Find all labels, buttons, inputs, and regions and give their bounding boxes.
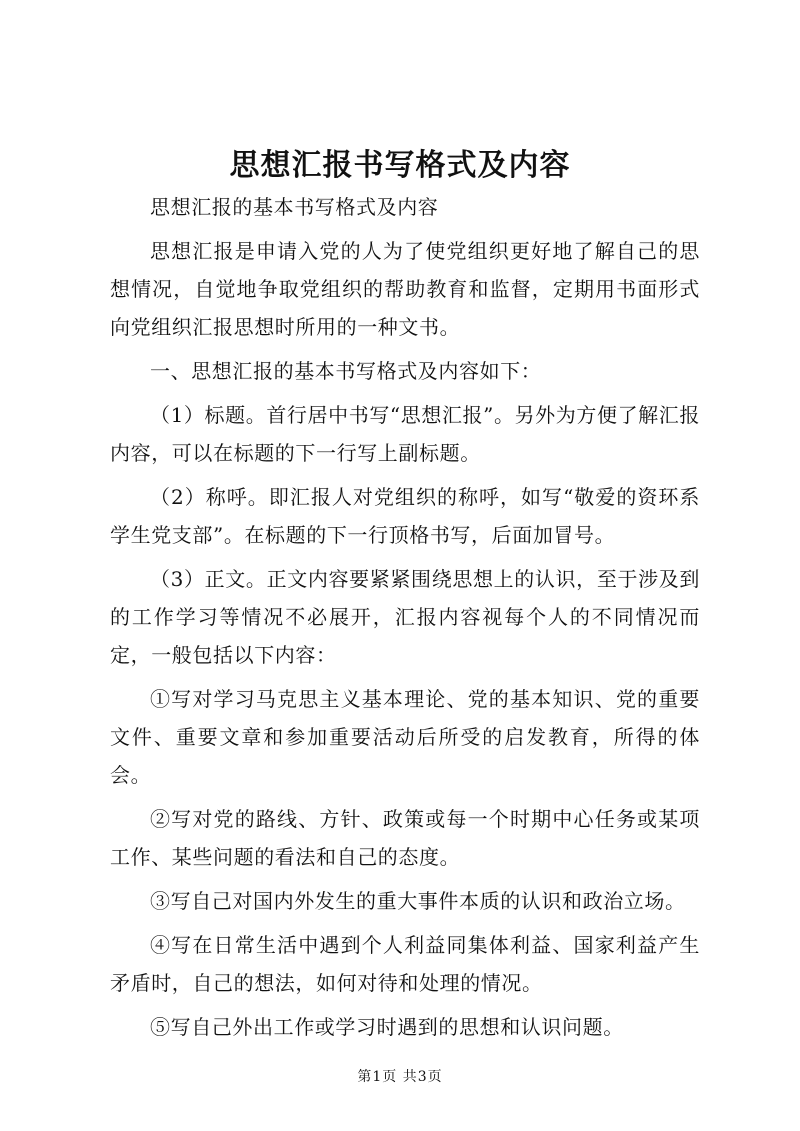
paragraph-item-title: （1）标题。首行居中书写“思想汇报”。另外为方便了解汇报内容，可以在标题的下一行写上副标题。: [110, 403, 700, 465]
paragraph-point-4: ④写在日常生活中遇到个人利益同集体利益、国家利益产生矛盾时，自己的想法，如何对待和处理的情况。: [110, 933, 700, 995]
paragraph-point-2: ②写对党的路线、方针、政策或每一个时期中心任务或某项工作、某些问题的看法和自己的态度。: [110, 807, 700, 869]
paragraph-item-salutation: （2）称呼。即汇报人对党组织的称呼，如写“敬爱的资环系学生党支部”。在标题的下一行顶格书写，后面加冒号。: [110, 485, 700, 547]
paragraph-item-body: （3）正文。正文内容要紧紧围绕思想上的认识，至于涉及到的工作学习等情况不必展开，汇报内容视每个人的不同情况而定，一般包括以下内容：: [110, 567, 700, 667]
document-title: 思想汇报书写格式及内容: [229, 148, 571, 183]
paragraph-point-1: ①写对学习马克思主义基本理论、党的基本知识、党的重要文件、重要文章和参加重要活动后所受的启发教育，所得的体会。: [110, 687, 700, 787]
paragraph-subtitle: 思想汇报的基本书写格式及内容: [150, 195, 439, 219]
paragraph-point-5: ⑤写自己外出工作或学习时遇到的思想和认识问题。: [150, 1015, 624, 1039]
paragraph-section-heading: 一、思想汇报的基本书写格式及内容如下：: [150, 359, 542, 383]
page-number-footer: 第1页 共3页: [357, 1069, 443, 1085]
paragraph-point-3: ③写自己对国内外发生的重大事件本质的认识和政治立场。: [150, 889, 686, 913]
paragraph-intro: 思想汇报是申请入党的人为了使党组织更好地了解自己的思想情况，自觉地争取党组织的帮助教育和监督，定期用书面形式向党组织汇报思想时所用的一种文书。: [110, 239, 700, 339]
document-body: [110, 188, 700, 1052]
